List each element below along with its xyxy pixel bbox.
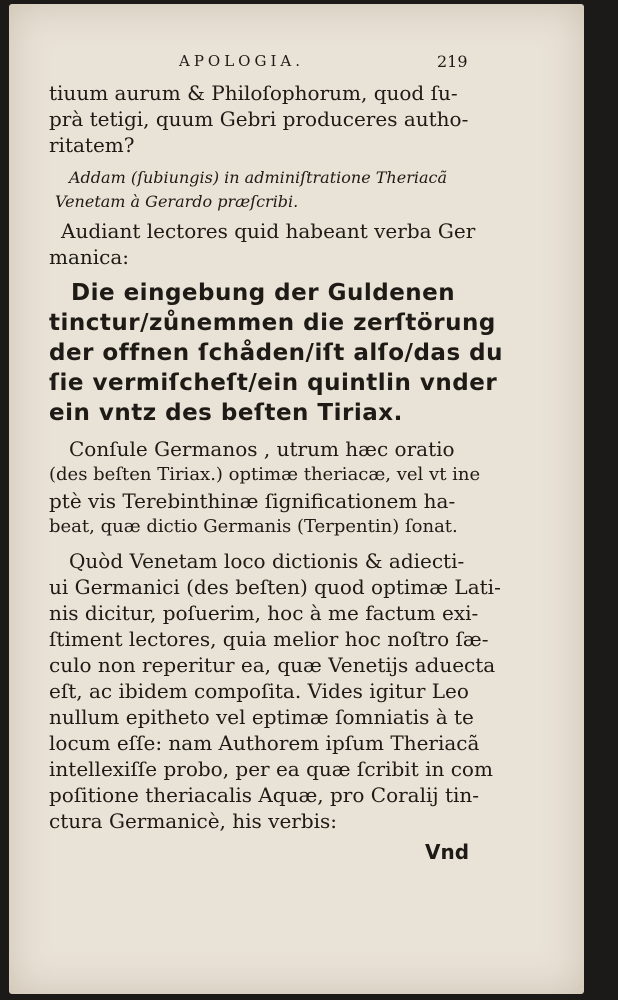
paragraph-2 [49, 218, 509, 270]
text-line: intellexiſſe probo, per ea quæ ſcribit in com [49, 757, 493, 781]
text-line: Die eingebung der Guldenen [71, 280, 456, 306]
text-line: ctura Germanicè, his verbis: [49, 809, 338, 833]
text-line: tinctur/zůnemmen die zerſtörung [49, 310, 496, 336]
text-line: prà tetigi, quum Gebri produceres autho- [49, 107, 469, 131]
catchword: Vnd [425, 840, 470, 864]
text-line: nis dicitur, poſuerim, hoc à me factum exi- [49, 601, 479, 625]
italic-quote [55, 166, 529, 214]
page-number: 219 [437, 52, 468, 71]
running-title: APOLOGIA. [179, 52, 304, 70]
text-line: locum eſſe: nam Authorem ipſum Theriacã [49, 731, 480, 755]
paragraph-4 [49, 548, 509, 834]
text-line: tiuum aurum & Philoſophorum, quod ſu- [49, 81, 458, 105]
text-line: (des beſten Tiriax.) optimæ theriacæ, vel vt ine [49, 464, 481, 485]
text-line: ui Germanici (des beſten) quod optimæ Lati- [49, 575, 501, 599]
text-line: der offnen ſchåden/iſt alſo/das du [49, 340, 503, 366]
text-line: ſie vermiſcheſt/ein quintlin vnder [49, 370, 498, 396]
text-line: Conſule Germanos , utrum hæc oratio [69, 437, 455, 461]
german-quotation [49, 278, 509, 428]
text-line: eſt, ac ibidem compoſita. Vides igitur Leo [49, 679, 469, 703]
paragraph-1 [49, 80, 509, 158]
book-page [9, 4, 584, 994]
paragraph-3 [49, 436, 509, 540]
text-line: culo non reperitur ea, quæ Venetijs aduecta [49, 653, 496, 677]
text-line: ritatem? [49, 133, 135, 157]
text-line: ſtiment lectores, quia melior hoc noſtro ſæ- [49, 627, 489, 651]
text-line: nullum epitheto vel eptimæ ſomniatis à te [49, 705, 474, 729]
text-line: Addam (ſubiungis) in adminiſtratione Theriacã [69, 168, 447, 187]
text-line: beat, quæ dictio Germanis (Terpentin) ſonat. [49, 516, 458, 537]
text-line: ptè vis Terebinthinæ ſignificationem ha- [49, 489, 456, 513]
text-line: Audiant lectores quid habeant verba Ger [61, 219, 476, 243]
text-line: ein vntz des beſten Tiriax. [49, 400, 403, 426]
text-line: Quòd Venetam loco dictionis & adiecti- [69, 549, 465, 573]
text-line: Venetam à Gerardo præſcribi. [55, 192, 299, 211]
text-line: poſitione theriacalis Aquæ, pro Coralij tin- [49, 783, 480, 807]
text-line: manica: [49, 245, 130, 269]
